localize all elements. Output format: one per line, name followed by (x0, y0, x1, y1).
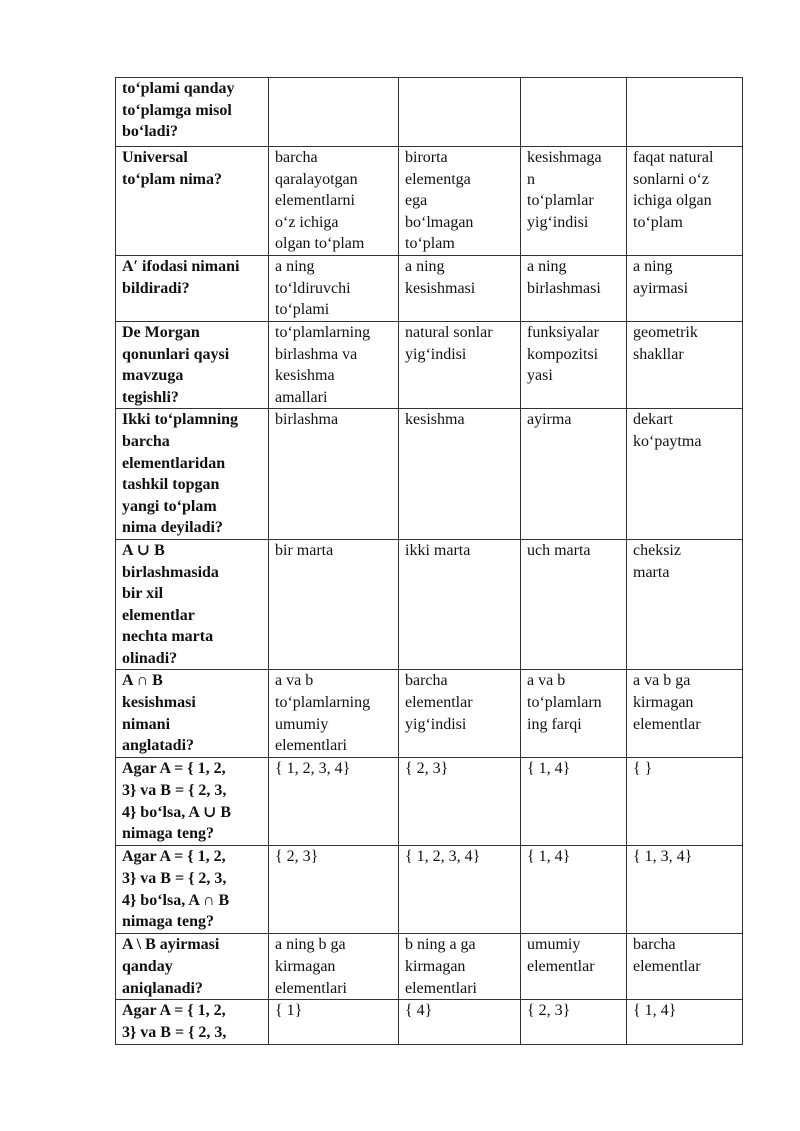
answer-option-1: bir marta (269, 539, 399, 670)
answer-option-3: { 2, 3} (521, 1000, 627, 1044)
question-text: A ∪ B birlashmasida bir xil elementlar nechta marta olinadi? (116, 539, 269, 670)
answer-option-4: { } (627, 758, 743, 846)
question-row (116, 758, 743, 846)
question-text: A ∩ B kesishmasi nimani anglatadi? (116, 670, 269, 758)
answer-option-2: { 4} (399, 1000, 521, 1044)
answer-option-4: dekart ko‘paytma (627, 409, 743, 540)
answer-option-1: birlashma (269, 409, 399, 540)
answer-option-1 (269, 78, 399, 147)
answer-option-1: barcha qaralayotgan elementlarni o‘z ichiga olgan to‘plam (269, 147, 399, 256)
answer-option-3: funksiyalar kompozitsi yasi (521, 321, 627, 408)
question-text: De Morgan qonunlari qaysi mavzuga tegishli? (116, 321, 269, 408)
answer-option-3: kesishmaga n to‘plamlar yig‘indisi (521, 147, 627, 256)
answer-option-2: ikki marta (399, 539, 521, 670)
answer-option-3: uch marta (521, 539, 627, 670)
question-text: Agar A = { 1, 2, 3} va B = { 2, 3, 4} bo‘lsa, A ∩ B nimaga teng? (116, 846, 269, 934)
quiz-table (115, 77, 743, 1045)
answer-option-3: { 1, 4} (521, 846, 627, 934)
question-text: to‘plami qanday to‘plamga misol bo‘ladi? (116, 78, 269, 147)
answer-option-4: geometrik shakllar (627, 321, 743, 408)
answer-option-2: { 2, 3} (399, 758, 521, 846)
answer-option-4: { 1, 4} (627, 1000, 743, 1044)
question-text: A′ ifodasi nimani bildiradi? (116, 255, 269, 321)
answer-option-4: a ning ayirmasi (627, 255, 743, 321)
answer-option-4: cheksiz marta (627, 539, 743, 670)
answer-option-2: barcha elementlar yig‘indisi (399, 670, 521, 758)
answer-option-2: kesishma (399, 409, 521, 540)
question-row (116, 78, 743, 147)
answer-option-2: birorta elementga ega bo‘lmagan to‘plam (399, 147, 521, 256)
answer-option-2: a ning kesishmasi (399, 255, 521, 321)
answer-option-1: { 2, 3} (269, 846, 399, 934)
answer-option-1: { 1, 2, 3, 4} (269, 758, 399, 846)
answer-option-1: { 1} (269, 1000, 399, 1044)
question-row (116, 255, 743, 321)
question-row (116, 846, 743, 934)
answer-option-1: to‘plamlarning birlashma va kesishma amallari (269, 321, 399, 408)
answer-option-3 (521, 78, 627, 147)
question-text: Universal to‘plam nima? (116, 147, 269, 256)
answer-option-2: b ning a ga kirmagan elementlari (399, 934, 521, 1000)
answer-option-2 (399, 78, 521, 147)
answer-option-3: ayirma (521, 409, 627, 540)
question-row (116, 539, 743, 670)
answer-option-3: a ning birlashmasi (521, 255, 627, 321)
answer-option-1: a ning to‘ldiruvchi to‘plami (269, 255, 399, 321)
quiz-table-body (116, 78, 743, 1045)
answer-option-4: barcha elementlar (627, 934, 743, 1000)
answer-option-4: a va b ga kirmagan elementlar (627, 670, 743, 758)
answer-option-2: { 1, 2, 3, 4} (399, 846, 521, 934)
question-text: A \ B ayirmasi qanday aniqlanadi? (116, 934, 269, 1000)
question-text: Agar A = { 1, 2, 3} va B = { 2, 3, 4} bo‘lsa, A ∪ B nimaga teng? (116, 758, 269, 846)
answer-option-3: { 1, 4} (521, 758, 627, 846)
answer-option-4: faqat natural sonlarni o‘z ichiga olgan to‘plam (627, 147, 743, 256)
question-row (116, 409, 743, 540)
question-row (116, 147, 743, 256)
question-text: Agar A = { 1, 2, 3} va B = { 2, 3, (116, 1000, 269, 1044)
answer-option-4 (627, 78, 743, 147)
answer-option-3: a va b to‘plamlarn ing farqi (521, 670, 627, 758)
question-text: Ikki to‘plamning barcha elementlaridan tashkil topgan yangi to‘plam nima deyiladi? (116, 409, 269, 540)
question-row (116, 321, 743, 408)
answer-option-1: a va b to‘plamlarning umumiy elementlari (269, 670, 399, 758)
answer-option-3: umumiy elementlar (521, 934, 627, 1000)
question-row (116, 670, 743, 758)
answer-option-4: { 1, 3, 4} (627, 846, 743, 934)
question-row (116, 1000, 743, 1044)
answer-option-1: a ning b ga kirmagan elementlari (269, 934, 399, 1000)
question-row (116, 934, 743, 1000)
answer-option-2: natural sonlar yig‘indisi (399, 321, 521, 408)
